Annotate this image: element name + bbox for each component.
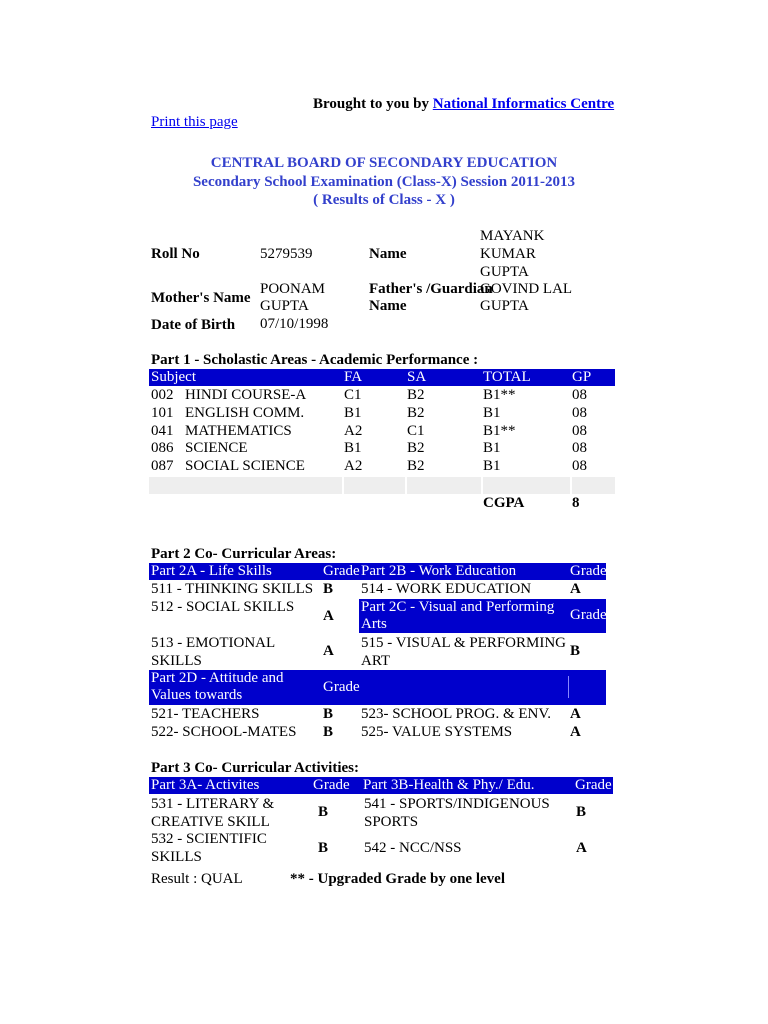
gp-header: GP <box>572 369 592 385</box>
sports-grade: B <box>576 804 587 820</box>
fa-header: FA <box>344 369 363 385</box>
roll-value: 5279539 <box>260 246 313 262</box>
ncc-nss: 542 - NCC/NSS <box>364 840 462 856</box>
grade-header: Grade <box>570 607 607 623</box>
social-skills: 512 - SOCIAL SKILLS <box>151 599 295 615</box>
part1-header-row <box>149 369 615 386</box>
ncc-grade: A <box>576 840 587 856</box>
value-systems-grade: A <box>570 724 581 740</box>
work-grade: A <box>570 581 581 597</box>
visual-grade: B <box>570 643 581 659</box>
print-link[interactable]: Print this page <box>151 114 238 130</box>
cgpa-value: 8 <box>572 495 580 511</box>
thinking-grade: B <box>323 581 334 597</box>
school-prog-env: 523- SCHOOL PROG. & ENV. <box>361 706 552 722</box>
part2d-header-row: Part 2D - Attitude and Values towards Grade <box>149 670 606 705</box>
father-value: GOVIND LAL GUPTA <box>480 281 573 314</box>
brought-by-text: Brought to you by <box>313 96 430 112</box>
mother-value: POONAM GUPTA <box>260 281 326 314</box>
dob-label: Date of Birth <box>151 317 236 333</box>
work-education: 514 - WORK EDUCATION <box>361 581 532 597</box>
literary-grade: B <box>318 804 329 820</box>
table-row: 041 MATHEMATICS A2 C1 B1** 08 <box>151 423 587 439</box>
board-title: CENTRAL BOARD OF SECONDARY EDUCATION <box>210 155 558 171</box>
table-row: 087 SOCIAL SCIENCE A2 B2 B1 08 <box>151 458 587 474</box>
value-systems: 525- VALUE SYSTEMS <box>361 724 513 740</box>
part3a-header: Part 3A- Activites <box>151 777 260 793</box>
teachers-grade: B <box>323 706 334 722</box>
subject-header: Subject <box>151 369 196 385</box>
part2-heading: Part 2 Co- Curricular Areas: <box>151 546 337 562</box>
roll-label: Roll No <box>151 246 200 262</box>
mother-label: Mother's Name <box>151 290 251 306</box>
scientific-skills: 532 - SCIENTIFIC SKILLS <box>151 831 267 865</box>
part3b-header: Part 3B-Health & Phy./ Edu. <box>363 777 535 793</box>
upgrade-note: ** - Upgraded Grade by one level <box>290 871 505 887</box>
emotional-skills: 513 - EMOTIONAL SKILLS <box>151 635 276 669</box>
nic-link[interactable]: National Informatics Centre <box>432 96 615 112</box>
part1-empty-row <box>149 477 615 494</box>
grade-header: Grade <box>570 563 607 579</box>
result-status: Result : QUAL <box>151 871 243 887</box>
results-title: ( Results of Class - X ) <box>313 192 455 208</box>
visual-performing-art: 515 - VISUAL & PERFORMING ART <box>361 635 567 669</box>
thinking-skills: 511 - THINKING SKILLS <box>151 581 314 597</box>
grade-header: Grade <box>313 777 350 793</box>
school-mates: 522- SCHOOL-MATES <box>151 724 297 740</box>
total-header: TOTAL <box>483 369 531 385</box>
school-mates-grade: B <box>323 724 334 740</box>
literary-creative-skill: 531 - LITERARY & CREATIVE SKILL <box>151 796 275 830</box>
sports-indigenous: 541 - SPORTS/INDIGENOUS SPORTS <box>364 796 550 830</box>
table-row: 086 SCIENCE B1 B2 B1 08 <box>151 440 587 456</box>
cgpa-label: CGPA <box>483 495 525 511</box>
part2c-header: Part 2C - Visual and Performing Arts Grade <box>361 599 607 632</box>
exam-title: Secondary School Examination (Class-X) Session 2011-2013 <box>192 174 576 190</box>
part3-heading: Part 3 Co- Curricular Activities: <box>151 760 360 776</box>
part2b-header: Part 2B - Work Education <box>361 563 517 579</box>
name-value: MAYANK KUMAR GUPTA <box>480 228 545 280</box>
father-label: Father's /Guardian Name <box>369 281 493 314</box>
social-grade: A <box>323 608 334 624</box>
name-label: Name <box>369 246 407 262</box>
emotional-grade: A <box>323 643 334 659</box>
teachers: 521- TEACHERS <box>151 706 260 722</box>
part1-heading: Part 1 - Scholastic Areas - Academic Performance : <box>151 352 479 368</box>
part2-header-row <box>149 563 606 580</box>
table-row: 101 ENGLISH COMM. B1 B2 B1 08 <box>151 405 587 421</box>
part3-header-row <box>149 777 613 794</box>
grade-header: Grade <box>323 563 360 579</box>
table-row: 002 HINDI COURSE-A C1 B2 B1** 08 <box>151 387 587 403</box>
school-prog-grade: A <box>570 706 581 722</box>
brought-by-line <box>313 96 614 113</box>
grade-header: Grade <box>323 679 360 695</box>
dob-value: 07/10/1998 <box>260 316 329 332</box>
sa-header: SA <box>407 369 427 385</box>
grade-header: Grade <box>575 777 612 793</box>
scientific-grade: B <box>318 840 329 856</box>
part2a-header: Part 2A - Life Skills <box>151 563 272 579</box>
